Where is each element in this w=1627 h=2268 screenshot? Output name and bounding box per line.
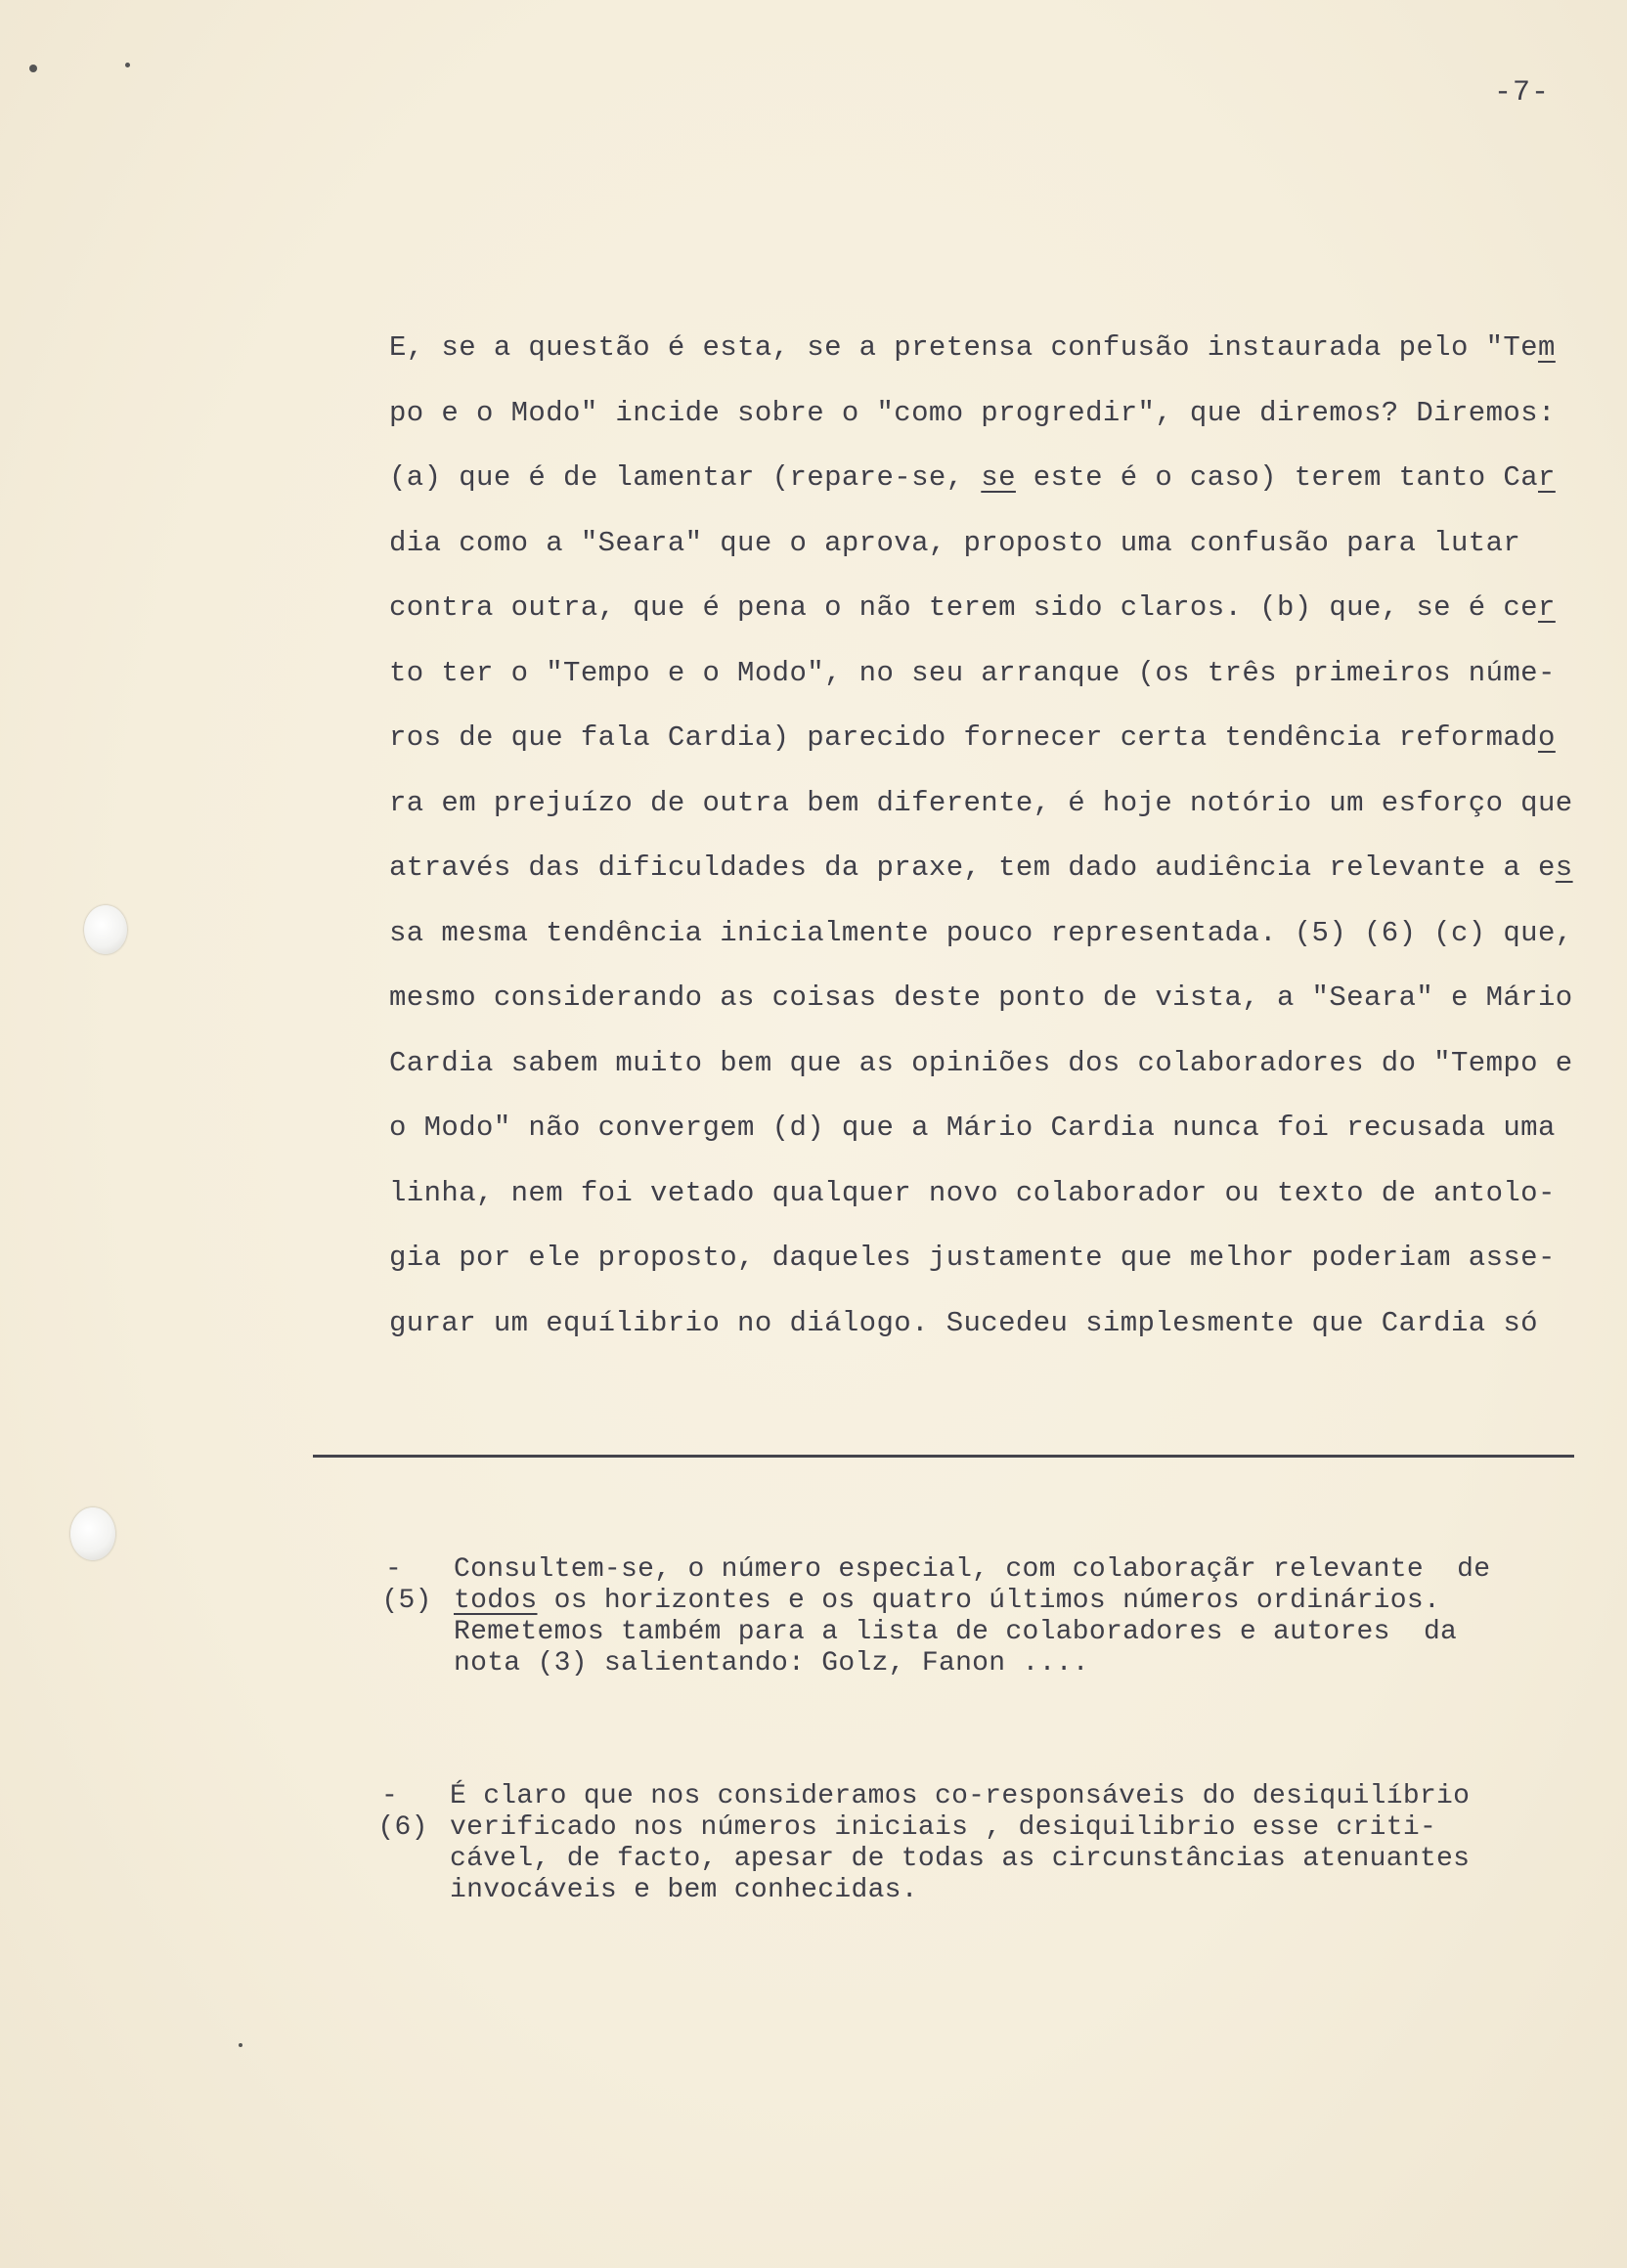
text-line xyxy=(389,914,1611,980)
text-run: mesmo considerando as coisas deste ponto de vista, a "Seara" e Mário xyxy=(389,981,1573,1014)
underlined-text: s xyxy=(1555,851,1573,884)
text-run: dia como a "Seara" que o aprova, proposto uma confusão para lutar xyxy=(389,526,1521,559)
ink-speck xyxy=(125,63,130,67)
text-run: Consultem-se, o número especial, com colaboraçãr relevante de xyxy=(454,1554,1491,1585)
text-line xyxy=(389,784,1611,850)
text-line xyxy=(389,719,1611,784)
text-run: po e o Modo" incide sobre o "como progredir", que diremos? Diremos: xyxy=(389,396,1556,429)
underlined-text: se xyxy=(981,461,1016,494)
text-run: linha, nem foi vetado qualquer novo colaborador ou texto de antolo- xyxy=(389,1176,1556,1209)
text-line xyxy=(389,328,1611,394)
footnote-marker: (5) xyxy=(381,1586,432,1616)
underlined-text: m xyxy=(1538,331,1556,364)
text-run: invocáveis e bem conhecidas. xyxy=(450,1875,918,1905)
underlined-text: o xyxy=(1538,721,1556,754)
footnote-dash: - xyxy=(381,1781,399,1811)
text-line xyxy=(389,589,1611,654)
footnote-dash: - xyxy=(385,1554,403,1585)
text-line xyxy=(389,394,1611,459)
page-number: -7- xyxy=(1494,76,1551,109)
text-run: gurar um equílibrio no diálogo. Sucedeu simplesmente que Cardia só xyxy=(389,1306,1538,1339)
footnote-line xyxy=(454,1586,1490,1617)
underlined-text: r xyxy=(1538,591,1556,624)
text-run: to ter o "Tempo e o Modo", no seu arranque (os três primeiros núme- xyxy=(389,656,1556,689)
text-run: É claro que nos consideramos co-responsáveis do desiquilíbrio xyxy=(450,1781,1471,1811)
punch-hole xyxy=(84,905,127,954)
footnote-6 xyxy=(311,1781,1471,1938)
text-run: (a) que é de lamentar (repare-se, xyxy=(389,461,982,494)
text-line xyxy=(389,458,1611,524)
punch-hole xyxy=(70,1507,115,1560)
text-line xyxy=(389,1109,1611,1174)
text-line xyxy=(389,1239,1611,1304)
footnote-line xyxy=(454,1617,1490,1648)
footnote-line xyxy=(450,1781,1470,1812)
text-line xyxy=(389,1044,1611,1110)
footnote-marker: (6) xyxy=(377,1812,428,1843)
text-run: ra em prejuízo de outra bem diferente, é hoje notório um esforço que xyxy=(389,786,1573,819)
footnote-line xyxy=(450,1812,1470,1844)
text-run: os horizontes e os quatro últimos números ordinários. xyxy=(537,1586,1441,1616)
footnote-text xyxy=(454,1554,1490,1679)
text-run: ros de que fala Cardia) parecido fornecer certa tendência reformad xyxy=(389,721,1538,754)
footnote-5 xyxy=(315,1554,1491,1711)
ink-speck xyxy=(29,65,37,72)
text-run: verificado nos números iniciais , desiquilibrio esse criti- xyxy=(450,1812,1437,1843)
underlined-text: r xyxy=(1538,461,1556,494)
text-run: gia por ele proposto, daqueles justamente que melhor poderiam asse- xyxy=(389,1242,1556,1274)
text-run: Cardia sabem muito bem que as opiniões dos colaboradores do "Tempo e xyxy=(389,1046,1573,1079)
underlined-text: todos xyxy=(454,1586,538,1616)
text-line xyxy=(389,979,1611,1044)
text-line xyxy=(389,654,1611,720)
text-run: E, se a questão é esta, se a pretensa confusão instaurada pelo "Te xyxy=(389,331,1538,364)
text-run: nota (3) salientando: Golz, Fanon .... xyxy=(454,1648,1089,1679)
text-run: sa mesma tendência inicialmente pouco representada. (5) (6) (c) que, xyxy=(389,916,1573,949)
footnote-separator xyxy=(313,1455,1574,1458)
footnote-line xyxy=(454,1554,1490,1586)
ink-speck xyxy=(239,2043,242,2047)
text-run: contra outra, que é pena o não terem sido claros. (b) que, se é ce xyxy=(389,591,1538,624)
text-line xyxy=(389,849,1611,914)
text-run: cável, de facto, apesar de todas as circunstâncias atenuantes xyxy=(450,1844,1471,1874)
body-text xyxy=(389,328,1611,1369)
footnote-line xyxy=(454,1648,1490,1679)
text-line xyxy=(389,524,1611,589)
text-line xyxy=(389,1174,1611,1240)
text-run: Remetemos também para a lista de colaboradores e autores da xyxy=(454,1617,1458,1647)
footnote-text xyxy=(450,1781,1470,1906)
footnote-line xyxy=(450,1875,1470,1906)
text-run: através das dificuldades da praxe, tem dado audiência relevante a e xyxy=(389,851,1556,884)
footnote-line xyxy=(450,1844,1470,1875)
text-run: este é o caso) terem tanto Ca xyxy=(1015,461,1538,494)
text-run: o Modo" não convergem (d) que a Mário Cardia nunca foi recusada uma xyxy=(389,1112,1556,1144)
text-line xyxy=(389,1304,1611,1370)
